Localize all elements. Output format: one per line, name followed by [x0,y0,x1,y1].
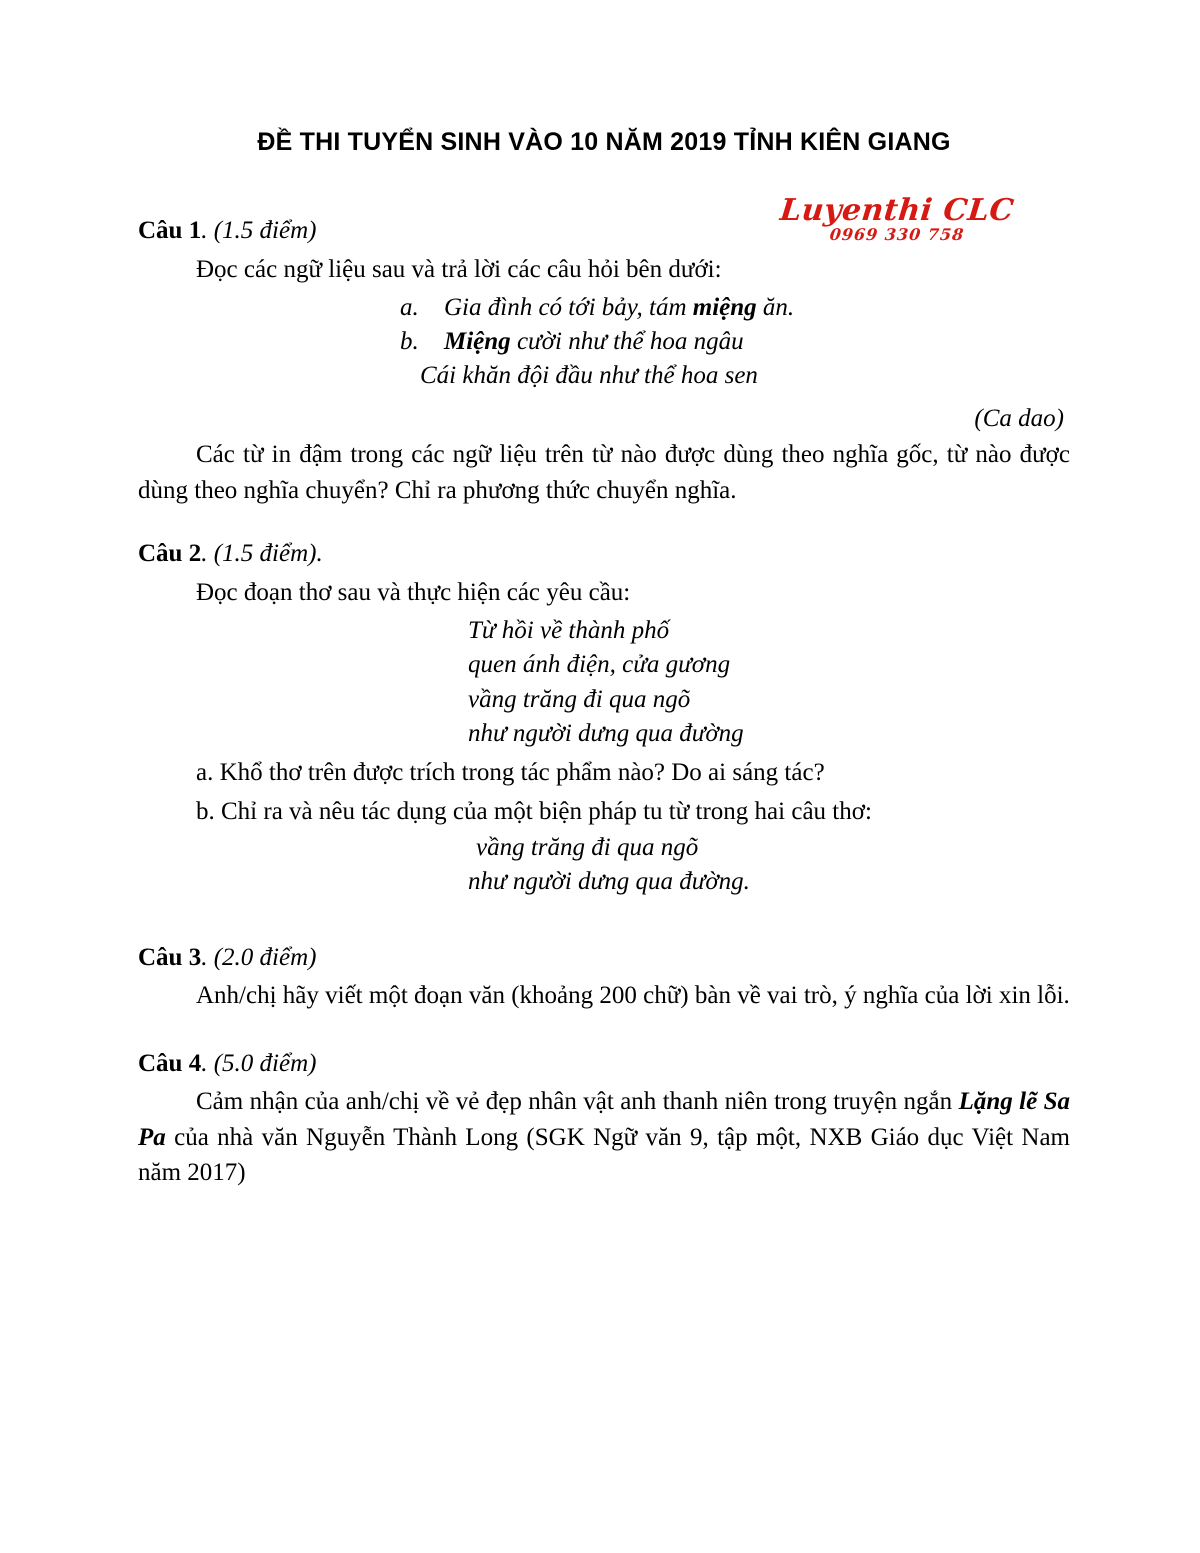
question-4-heading [138,1048,1070,1081]
list-item [400,291,1070,325]
question-3-heading [138,942,1070,975]
watermark-logo [772,193,1022,244]
question-2-stanza [138,614,1070,751]
question-4-work-title: Lặng lẽ Sa Pa [138,1088,1070,1151]
question-2-heading [138,538,1070,571]
question-2-label: Câu 2 [138,540,202,567]
question-3-score: . (2.0 điểm) [201,943,317,971]
question-4 [138,1048,1070,1191]
watermark-brand: Luyenthi CLC [778,193,1016,228]
list-item [400,325,1070,359]
question-2-sub-a: a. Khổ thơ trên được trích trong tác phẩm nào? Do ai sáng tác? [196,759,825,786]
poem-line: quen ánh điện, cửa gương [468,651,731,679]
quote-line: vầng trăng đi qua ngõ [476,834,699,861]
question-4-prompt-pre: Cảm nhận của anh/chị về vẻ đẹp nhân vật anh thanh niên trong truyện ngắn [196,1088,959,1115]
question-4-prompt-post: của nhà văn Nguyễn Thành Long (SGK Ngữ văn 9, tập một, NXB Giáo dục Việt Nam năm 2017) [138,1123,1070,1186]
question-3-prompt: Anh/chị hãy viết một đoạn văn (khoảng 200 chữ) bàn về vai trò, ý nghĩa của lời xin lỗi. [196,982,1070,1009]
question-4-score: . (5.0 điểm) [201,1049,317,1077]
item-text-post: ăn. [756,294,795,321]
question-1-label: Câu 1 [138,217,202,244]
quote-line: như người dưng qua đường. [468,868,750,896]
question-4-label: Câu 4 [138,1049,202,1077]
poem-line: vầng trăng đi qua ngõ [468,685,691,713]
question-2-intro: Đọc đoạn thơ sau và thực hiện các yêu cầu: [196,578,631,606]
item-text [444,291,794,325]
poem-line: Từ hồi về thành phố [468,617,670,644]
question-1 [138,215,1070,508]
question-2 [138,538,1070,900]
question-3-label: Câu 3 [138,943,202,971]
page-title: ĐỀ THI TUYỂN SINH VÀO 10 NĂM 2019 TỈNH KIÊN GIANG [257,128,951,156]
question-4-prompt [138,1084,1070,1191]
question-1-extra-line: Cái khăn đội đầu như thể hoa sen [420,362,758,389]
poem-line: như người dưng qua đường [468,719,744,747]
question-3 [138,942,1070,1014]
question-2-quote [138,831,1070,900]
item-marker: a. [400,294,419,321]
watermark-phone: 0969 330 758 [828,225,966,244]
question-2-sub-b: b. Chỉ ra và nêu tác dụng của một biện pháp tu từ trong hai câu thơ: [196,798,872,825]
item-text-pre: Gia đình có tới bảy, tám [444,294,693,321]
item-marker: b. [400,328,419,355]
question-2-score: . (1.5 điểm). [201,540,323,567]
question-1-items [138,291,1070,359]
item-text-post: cười như thể hoa ngâu [510,328,744,355]
question-1-prompt: Các từ in đậm trong các ngữ liệu trên từ nào được dùng theo nghĩa gốc, từ nào được dùng theo nghĩa chuyển? Chỉ ra phương thức chuyển nghĩa. [138,441,1070,504]
question-1-attribution: (Ca dao) [974,405,1064,432]
item-text-bold: Miệng [444,328,511,355]
item-text-bold: miệng [692,294,757,321]
item-text [444,325,744,359]
question-1-intro: Đọc các ngữ liệu sau và trả lời các câu hỏi bên dưới: [196,255,722,283]
question-1-score: . (1.5 điểm) [201,217,317,244]
